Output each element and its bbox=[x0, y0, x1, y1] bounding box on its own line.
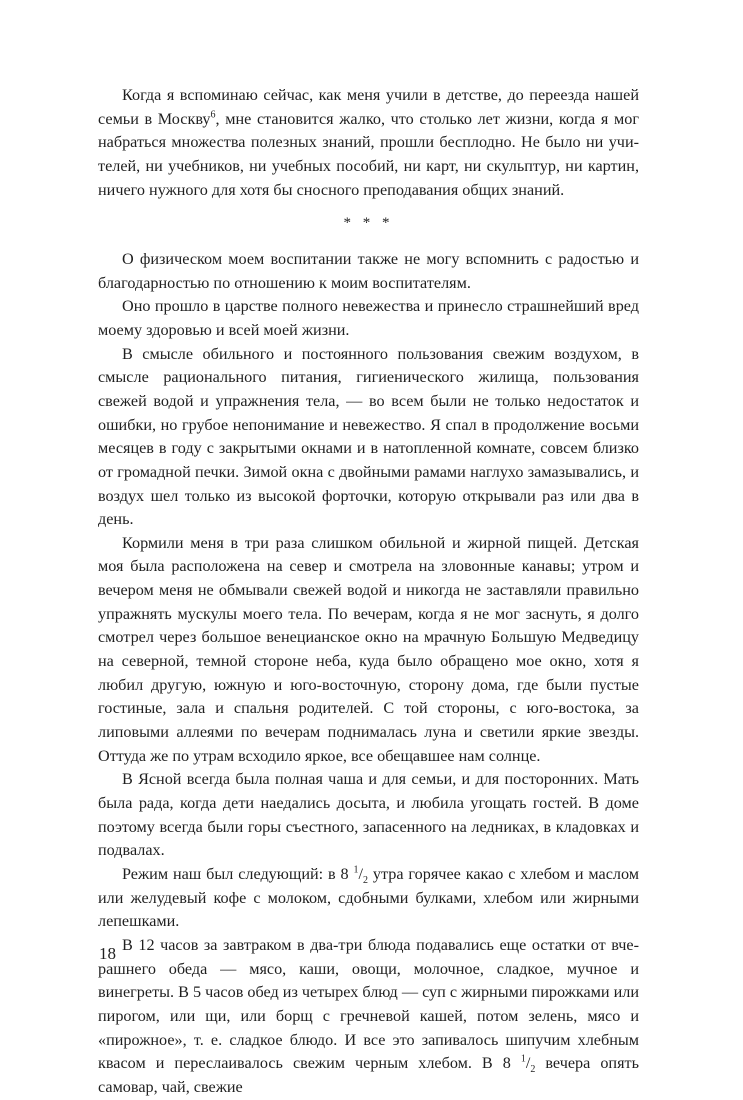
paragraph: В смысле обильного и постоянного пользования свежим воздухом, в смысле рационального питания, гигиенического жилища, пользования свежей водой и упражнения тела, — во всем были не только недостаток и ошибки, но грубое непонимание и невежество. Я спал в продолжение восьми месяцев в году с закрытыми окнами и в натопленной комнате, совсем близко от громадной печки. Зимой окна с двойными рамами наглухо замазывались, и воздух шел только из высокой форточки, которую открывали раз или два в день. bbox=[98, 344, 639, 529]
paragraph: В Ясной всегда была полная чаша и для семьи, и для посторонних. Мать была рада, когда дети наедались досыта, и любила угощать гостей. В доме поэтому всегда были горы съестного, запасенного на ледниках, в кладовках и подвалах. bbox=[98, 770, 639, 860]
fraction-numerator: 1 bbox=[520, 1053, 526, 1065]
paragraph-lunch: В 12 часов за завтраком в два-три блюда подавались еще остатки от вчерашнего обеда — мясо, каши, овощи, молочное, сладкое, мучное и винегреты. В 5 часов обед из четырех блюд — суп с жирными пирожками или пирогом, или щи, или борщ с гречневой кашей, потом зелень, мясо и «пирожное», т. е. сладкое блюдо. И все это запивалось шипучим хлебным квасом и переслаивалось свежим черным хлебом. В 8 $^1/_2$ вечера опять самовар, чай, свежие bbox=[98, 935, 639, 1096]
paragraph: Кормили меня в три раза слишком обильной и жирной пищей. Детская моя была расположена на север и смотрела на зловонные канавы; утром и вечером меня не обмывали свежей водой и никогда не заставляли правильно упражнять мускулы моего тела. По вечерам, когда я не мог заснуть, я долго смотрел через большое венецианское окно на мрачную Большую Медведицу на северной, темной стороне неба, куда было обращено мое окно, хотя я любил другую, южную и юго-восточную, сторону дома, где были пустые гостиные, зала и спальня родителей. С той стороны, с юго-востока, за липовыми аллеями по вечерам поднималась луна и светили яркие звезды. Оттуда же по утрам всходило яркое, все обещавшее нам солнце. bbox=[98, 533, 639, 765]
page-number: 18 bbox=[99, 944, 116, 963]
paragraph-text: В 12 часов за завтраком в два-три блюда подавались еще остатки от вчерашнего обеда — мясо, каши, овощи, молочное, сладкое, мучное и винегреты. В 5 часов обед из четырех блюд — суп с жирными пирожками или пирогом, или щи, или борщ с гречневой кашей, потом зелень, мясо и «пирожное», т. е. сладкое блюдо. И все это запивалось шипучим хлебным квасом и переслаивалось свежим черным хлебом. В 8 bbox=[98, 935, 639, 1073]
footnote-marker[interactable]: 6 bbox=[210, 109, 216, 121]
fraction-denominator: 2 bbox=[363, 875, 369, 887]
body-text bbox=[98, 84, 639, 1100]
paragraph-text: Режим наш был следующий: в 8 bbox=[122, 865, 354, 883]
paragraph-text: , мне становится жалко, что столько лет жизни, когда я мог набраться множества полезных знаний, прошли бесплодно. Не было ни учителей, ни учебников, ни учебных пособий, ни карт, ни скульптур, ни картин, ничего нужного для хотя бы сносного преподавания общих знаний. bbox=[98, 109, 639, 199]
paragraph: Оно прошло в царстве полного невежества и принесло страшнейший вред моему здоровью и всей моей жизни. bbox=[98, 297, 639, 339]
paragraph-text: вечера опять самовар, чай, свежие bbox=[98, 1054, 639, 1096]
fraction-denominator: 2 bbox=[530, 1064, 536, 1076]
paragraph: О физическом моем воспитании также не могу вспомнить с радостью и благодарностью по отношению к моим воспитателям. bbox=[98, 249, 639, 292]
paragraph-education bbox=[98, 84, 639, 202]
fraction-numerator: 1 bbox=[353, 864, 359, 876]
paragraph-text: утра горячее какао с хлебом и маслом или желудевый кофе с молоком, сдобными булками, хлебом или жирными лепешками. bbox=[98, 865, 639, 931]
section-separator: * * * bbox=[343, 215, 394, 232]
paragraph-text: Когда я вспоминаю сейчас, как меня учили в детстве, до переезда нашей семьи в Москву bbox=[98, 86, 639, 128]
paragraph-schedule: Режим наш был следующий: в 8 $^1/_2$ утра горячее какао с хлебом и маслом или желудевый кофе с молоком, сдобными булками, хлебом или жирными лепешками. bbox=[98, 864, 639, 931]
